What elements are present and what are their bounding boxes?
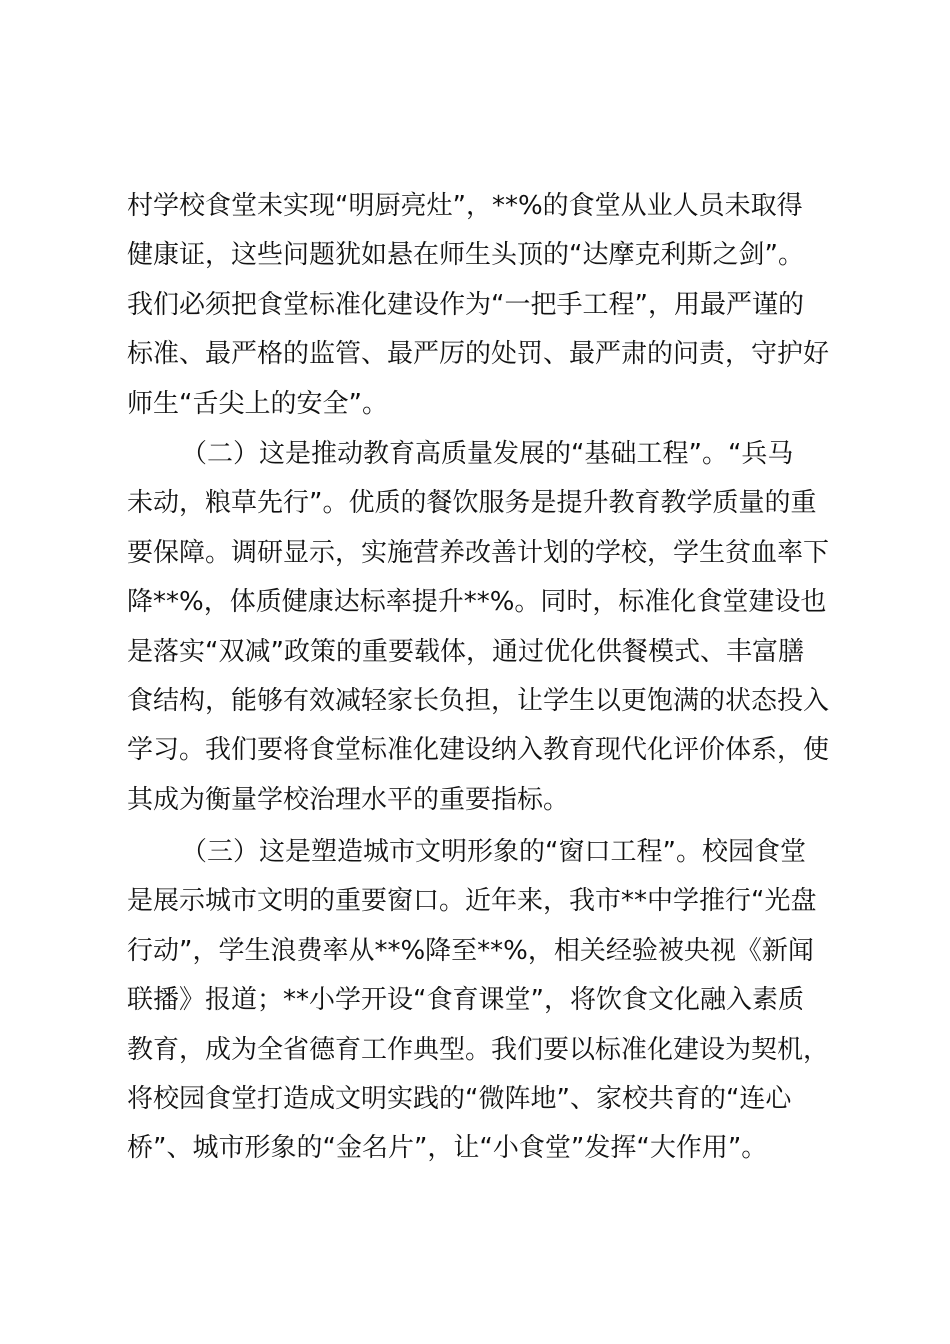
text-line: 降**%，体质健康达标率提升**%。同时，标准化食堂建设也	[127, 587, 827, 618]
paragraph-continuation	[127, 182, 833, 429]
text-line: 桥”、城市形象的“金名片”，让“小食堂”发挥“大作用”。	[127, 1133, 768, 1164]
text-line: 师生“舌尖上的安全”。	[127, 388, 388, 419]
text-line: 是落实“双减”政策的重要载体，通过优化供餐模式、丰富膳	[127, 636, 804, 667]
text-line: 教育，成为全省德育工作典型。我们要以标准化建设为契机，	[127, 1034, 830, 1065]
text-line: 将校园食堂打造成文明实践的“微阵地”、家校共育的“连心	[127, 1083, 792, 1114]
text-line: 未动，粮草先行”。优质的餐饮服务是提升教育教学质量的重	[127, 488, 817, 519]
text-line: 要保障。调研显示，实施营养改善计划的学校，学生贫血率下	[127, 537, 830, 568]
text-line: 我们必须把食堂标准化建设作为“一把手工程”，用最严谨的	[127, 289, 804, 320]
section-heading-line: （二）这是推动教育高质量发展的“基础工程”。“兵马	[181, 439, 794, 469]
text-line: 村学校食堂未实现“明厨亮灶”，**%的食堂从业人员未取得	[127, 191, 803, 221]
paragraph-section-2	[127, 430, 833, 825]
text-line: 标准、最严格的监管、最严厉的处罚、最严肃的问责，守护好	[127, 339, 830, 370]
paragraph-section-3	[127, 828, 833, 1174]
text-line: 联播》报道；**小学开设“食育课堂”，将饮食文化融入素质	[127, 985, 804, 1016]
text-line: 其成为衡量学校治理水平的重要指标。	[127, 784, 570, 815]
text-line: 食结构，能够有效减轻家长负担，让学生以更饱满的状态投入	[127, 685, 830, 716]
text-line: 健康证，这些问题犹如悬在师生头顶的“达摩克利斯之剑”。	[127, 240, 804, 271]
text-line: 是展示城市文明的重要窗口。近年来，我市**中学推行“光盘	[127, 886, 817, 917]
section-heading-line: （三）这是塑造城市文明形象的“窗口工程”。校园食堂	[181, 837, 806, 867]
text-line: 学习。我们要将食堂标准化建设纳入教育现代化评价体系，使	[127, 735, 830, 766]
text-line: 行动”，学生浪费率从**%降至**%，相关经验被央视《新闻	[127, 935, 814, 966]
